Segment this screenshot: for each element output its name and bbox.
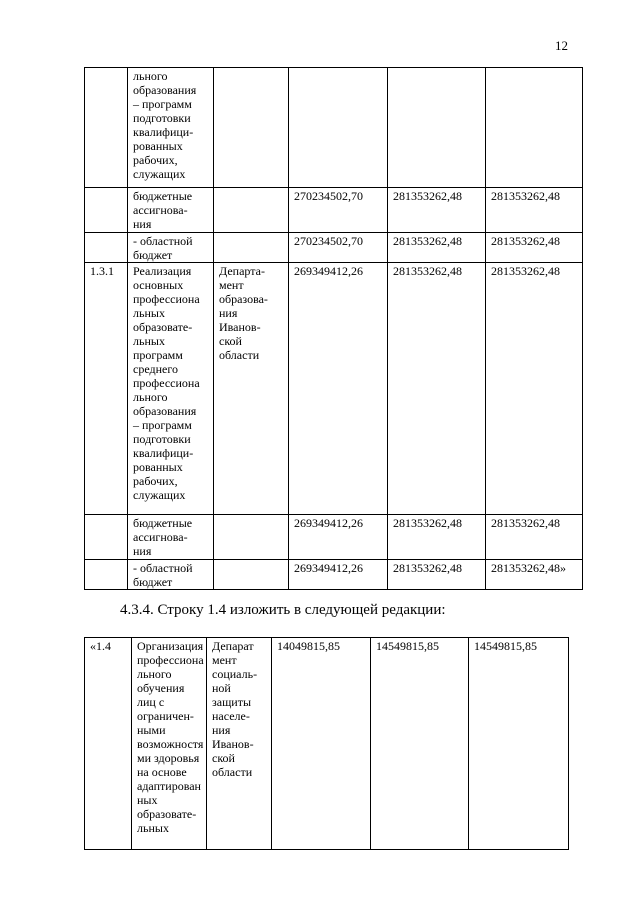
table-row [85,233,583,263]
row-name-cell: - областной бюджет [128,233,214,263]
row-name-cell: бюджетные ассигнова- ния [128,188,214,233]
executor-cell [214,515,289,560]
value-cell-3: 14549815,85 [469,638,569,850]
row-number-cell: 1.3.1 [85,263,128,515]
value-cell-2: 14549815,85 [371,638,469,850]
row-number-cell [85,68,128,188]
executor-cell [214,560,289,590]
value-cell-2 [388,68,486,188]
value-cell-1: 270234502,70 [289,233,388,263]
executor-cell: Депарат мент социаль- ной защиты населе- ния Иванов- ской области [207,638,272,850]
budget-table-1 [84,67,583,590]
value-cell-3: 281353262,48 [486,263,583,515]
table-row [85,68,583,188]
row-number-cell [85,560,128,590]
row-name-cell: Организация профессиона льного обучения лиц с ограничен- ными возможностя ми здоровья на основе адаптирован ных образовате- льных [132,638,207,850]
row-number-cell [85,515,128,560]
value-cell-1 [289,68,388,188]
value-cell-3: 281353262,48 [486,233,583,263]
value-cell-2: 281353262,48 [388,560,486,590]
row-number-cell [85,233,128,263]
value-cell-2: 281353262,48 [388,233,486,263]
executor-cell [214,233,289,263]
value-cell-3: 281353262,48» [486,560,583,590]
table-row [85,263,583,515]
budget-table-2 [84,637,569,850]
row-number-cell [85,188,128,233]
section-heading: 4.3.4. Строку 1.4 изложить в следующей редакции: [120,602,446,618]
table-row [85,188,583,233]
value-cell-1: 269349412,26 [289,515,388,560]
value-cell-2: 281353262,48 [388,263,486,515]
table-row [85,560,583,590]
page-number: 12 [555,38,568,53]
executor-cell [214,68,289,188]
value-cell-1: 270234502,70 [289,188,388,233]
value-cell-1: 269349412,26 [289,263,388,515]
executor-cell: Департа- мент образова- ния Иванов- ской области [214,263,289,515]
value-cell-3 [486,68,583,188]
value-cell-2: 281353262,48 [388,515,486,560]
value-cell-1: 14049815,85 [272,638,371,850]
row-name-cell: - областной бюджет [128,560,214,590]
row-number-cell: «1.4 [85,638,132,850]
executor-cell [214,188,289,233]
table-row [85,638,569,850]
row-name-cell: Реализация основных профессиона льных образовате- льных программ среднего профессиона льного образования – программ подготовки квалифици- рованных рабочих, служащих [128,263,214,515]
value-cell-3: 281353262,48 [486,188,583,233]
table-row [85,515,583,560]
row-name-cell: бюджетные ассигнова- ния [128,515,214,560]
value-cell-2: 281353262,48 [388,188,486,233]
row-name-cell: льного образования – программ подготовки квалифици- рованных рабочих, служащих [128,68,214,188]
value-cell-1: 269349412,26 [289,560,388,590]
value-cell-3: 281353262,48 [486,515,583,560]
